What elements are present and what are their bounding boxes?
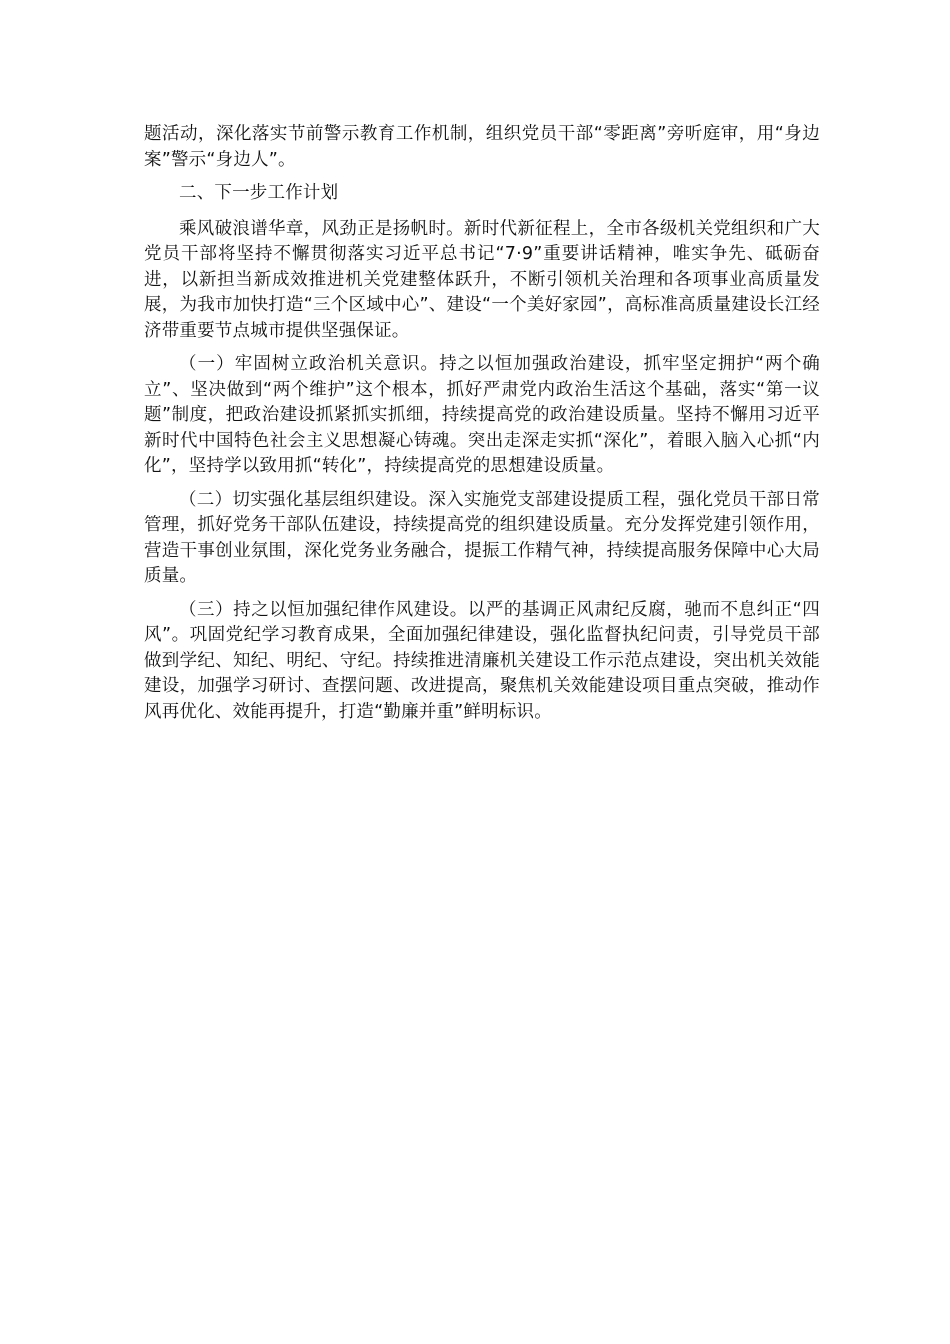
paragraph-item-3: （三）持之以恒加强纪律作风建设。以严的基调正风肃纪反腐，驰而不息纠正“四风”。巩固党纪学习教育成果，全面加强纪律建设，强化监督执纪问责，引导党员干部做到学纪、知纪、明纪、守纪。持续推进清廉机关建设工作示范点建设，突出机关效能建设，加强学习研讨、查摆问题、改进提高，聚焦机关效能建设项目重点突破，推动作风再优化、效能再提升，打造“勤廉并重”鲜明标识。 xyxy=(144,599,820,722)
paragraph-continued: 题活动，深化落实节前警示教育工作机制，组织党员干部“零距离”旁听庭审，用“身边案”警示“身边人”。 xyxy=(144,124,820,170)
document-body xyxy=(144,122,820,733)
section-heading-next-plan: 二、下一步工作计划 xyxy=(179,183,339,203)
paragraph-intro: 乘风破浪谱华章，风劲正是扬帆时。新时代新征程上，全市各级机关党组织和广大党员干部将坚持不懈贯彻落实习近平总书记“7·9”重要讲话精神，唯实争先、砥砺奋进，以新担当新成效推进机关党建整体跃升，不断引领机关治理和各项事业高质量发展，为我市加快打造“三个区域中心”、建设“一个美好家园”，高标准高质量建设长江经济带重要节点城市提供坚强保证。 xyxy=(144,218,820,341)
paragraph-item-2: （二）切实强化基层组织建设。深入实施党支部建设提质工程，强化党员干部日常管理，抓好党务干部队伍建设，持续提高党的组织建设质量。充分发挥党建引领作用，营造干事创业氛围，深化党务业务融合，提振工作精气神，持续提高服务保障中心大局质量。 xyxy=(144,489,820,586)
paragraph-item-1: （一）牢固树立政治机关意识。持之以恒加强政治建设，抓牢坚定拥护“两个确立”、坚决做到“两个维护”这个根本，抓好严肃党内政治生活这个基础，落实“第一议题”制度，把政治建设抓紧抓实抓细，持续提高党的政治建设质量。坚持不懈用习近平新时代中国特色社会主义思想凝心铸魂。突出走深走实抓“深化”，着眼入脑入心抓“内化”，坚持学以致用抓“转化”，持续提高党的思想建设质量。 xyxy=(144,354,820,476)
